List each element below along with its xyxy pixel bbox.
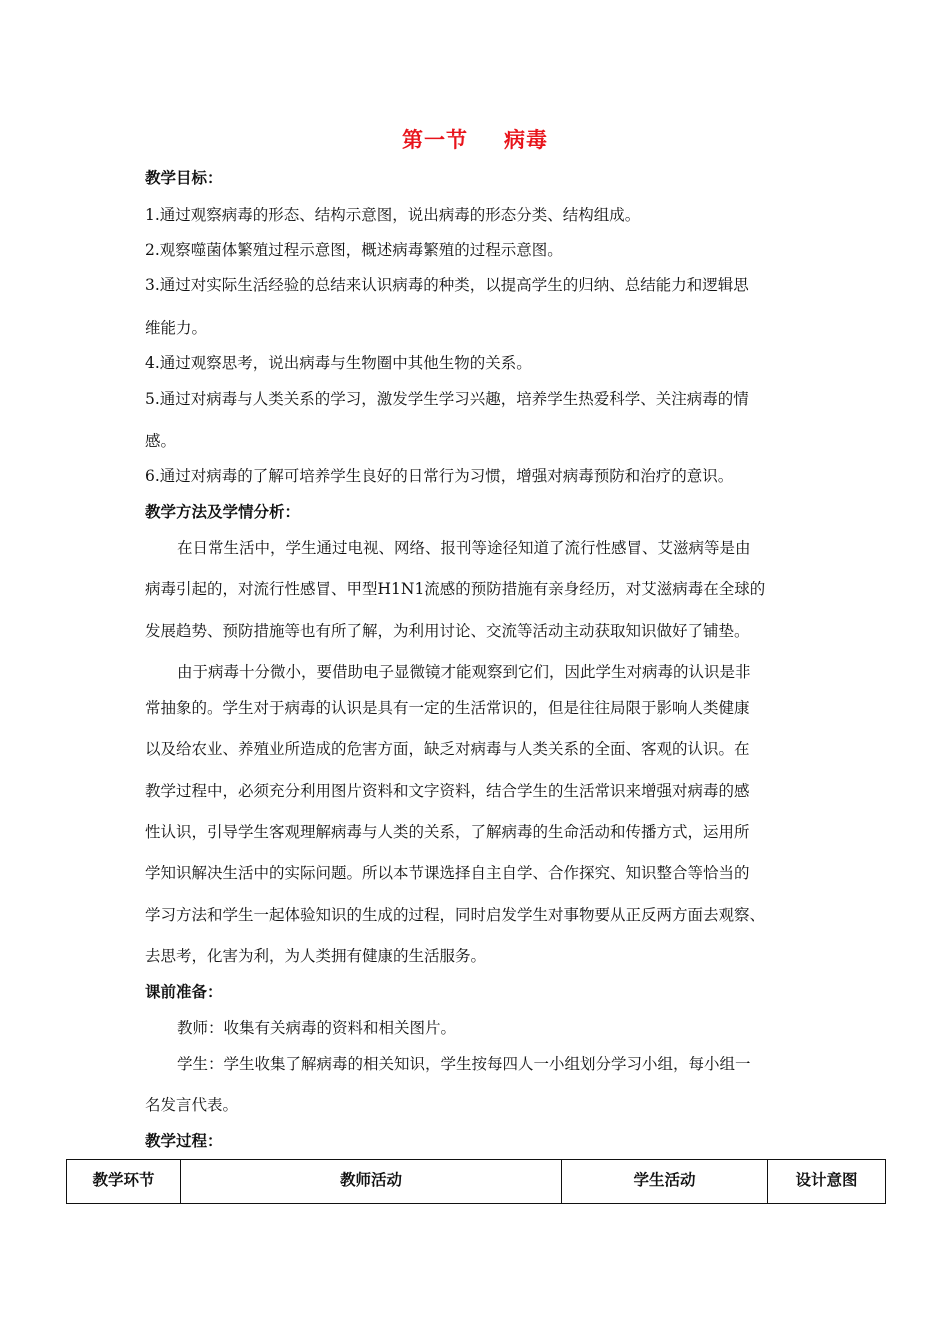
goal-line: 4.通过观察思考，说出病毒与生物圈中其他生物的关系。 xyxy=(145,354,532,372)
table-header-row xyxy=(67,1160,886,1204)
goals-heading: 教学目标： xyxy=(145,169,223,187)
method-heading: 教学方法及学情分析： xyxy=(145,503,301,521)
method-paragraph-line: 病毒引起的，对流行性感冒、甲型H1N1流感的预防措施有亲身经历，对艾滋病毒在全球的 xyxy=(145,580,766,598)
method-paragraph-line: 教学过程中，必须充分利用图片资料和文字资料，结合学生的生活常识来增强对病毒的感 xyxy=(145,782,750,800)
prep-heading: 课前准备： xyxy=(145,983,223,1001)
prep-line: 名发言代表。 xyxy=(145,1096,239,1114)
title-section-number: 第一节 xyxy=(402,128,468,152)
process-heading: 教学过程： xyxy=(145,1132,223,1150)
header-cell-teacher-activity: 教师活动 xyxy=(181,1160,562,1204)
page-title xyxy=(0,124,950,154)
goal-line: 3.通过对实际生活经验的总结来认识病毒的种类，以提高学生的归纳、总结能力和逻辑思 xyxy=(145,276,749,294)
process-table xyxy=(66,1159,886,1204)
method-paragraph-line: 在日常生活中，学生通过电视、网络、报刊等途径知道了流行性感冒、艾滋病等是由 xyxy=(177,539,751,557)
goal-line: 1.通过观察病毒的形态、结构示意图，说出病毒的形态分类、结构组成。 xyxy=(145,206,641,224)
method-paragraph-line: 学习方法和学生一起体验知识的生成的过程，同时启发学生对事物要从正反两方面去观察、 xyxy=(145,906,766,924)
header-cell-design-intent: 设计意图 xyxy=(768,1160,886,1204)
method-paragraph-line: 由于病毒十分微小，要借助电子显微镜才能观察到它们，因此学生对病毒的认识是非 xyxy=(177,663,751,681)
prep-line: 学生：学生收集了解病毒的相关知识，学生按每四人一小组划分学习小组，每小组一 xyxy=(177,1055,751,1073)
method-paragraph-line: 去思考，化害为利，为人类拥有健康的生活服务。 xyxy=(145,947,487,965)
method-paragraph-line: 性认识，引导学生客观理解病毒与人类的关系，了解病毒的生命活动和传播方式，运用所 xyxy=(145,823,750,841)
title-topic: 病毒 xyxy=(504,128,548,152)
goal-line: 2.观察噬菌体繁殖过程示意图，概述病毒繁殖的过程示意图。 xyxy=(145,241,563,259)
goal-line: 6.通过对病毒的了解可培养学生良好的日常行为习惯，增强对病毒预防和治疗的意识。 xyxy=(145,467,734,485)
method-paragraph-line: 学知识解决生活中的实际问题。所以本节课选择自主自学、合作探究、知识整合等恰当的 xyxy=(145,864,750,882)
header-cell-student-activity: 学生活动 xyxy=(562,1160,768,1204)
goal-line: 5.通过对病毒与人类关系的学习，激发学生学习兴趣，培养学生热爱科学、关注病毒的情 xyxy=(145,390,749,408)
method-paragraph-line: 发展趋势、预防措施等也有所了解，为利用讨论、交流等活动主动获取知识做好了铺垫。 xyxy=(145,622,750,640)
goal-line: 感。 xyxy=(145,432,177,450)
method-paragraph-line: 常抽象的。学生对于病毒的认识是具有一定的生活常识的，但是往往局限于影响人类健康 xyxy=(145,699,750,717)
header-cell-stage: 教学环节 xyxy=(67,1160,181,1204)
goal-line: 维能力。 xyxy=(145,319,208,337)
prep-line: 教师：收集有关病毒的资料和相关图片。 xyxy=(177,1019,457,1037)
method-paragraph-line: 以及给农业、养殖业所造成的危害方面，缺乏对病毒与人类关系的全面、客观的认识。在 xyxy=(145,740,750,758)
